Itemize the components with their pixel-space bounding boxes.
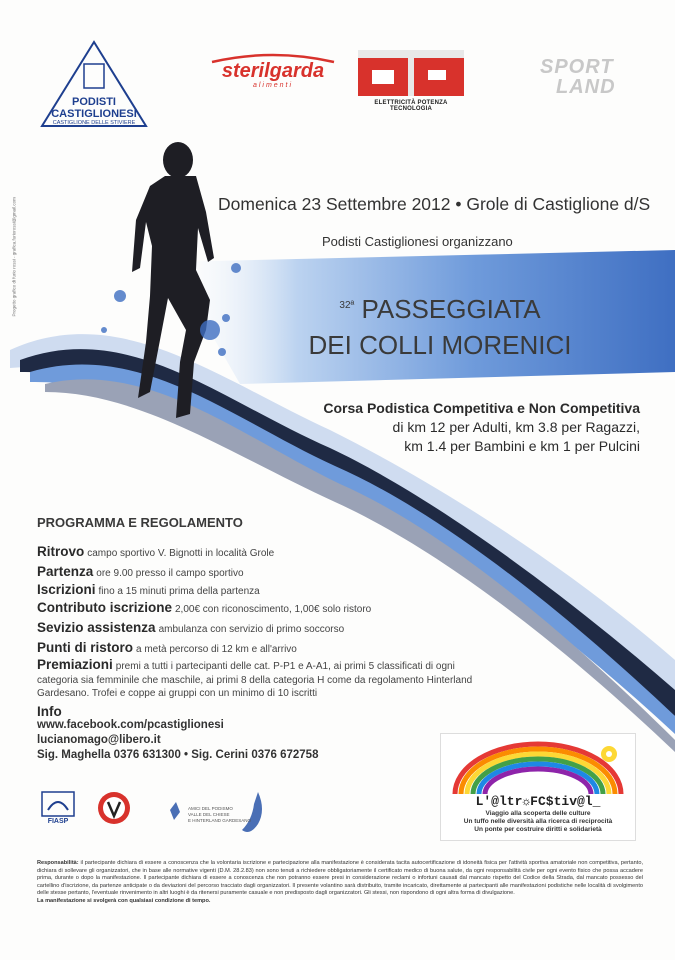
festival-logo [440, 733, 636, 841]
programma-label: Punti di ristoro [37, 640, 133, 655]
association-seal [96, 790, 132, 826]
event-title [290, 288, 590, 363]
programma-item [37, 544, 487, 559]
phone-numbers: Sig. Maghella 0376 631300 • Sig. Cerini 0376 672758 [37, 749, 319, 761]
programma-label: Iscrizioni [37, 582, 96, 597]
fiasp-logo [38, 790, 78, 826]
amici-podismo-logo [162, 790, 278, 840]
amici-line3: E HINTERLAND GARDESANO [188, 818, 252, 823]
sterilgarda-brand: sterilgarda [221, 60, 325, 82]
programma-label: Sevizio assistenza [37, 620, 156, 635]
programma-item [37, 620, 487, 635]
info-heading: Info [37, 704, 62, 719]
design-credit-text: Progetto grafico di furio rossi - grafica.furiorossi@gmail.com [11, 197, 17, 317]
sterilgarda-sub: alimenti [252, 82, 294, 89]
programma-item [37, 600, 487, 615]
gr-mark-icon [354, 48, 468, 100]
event-edition: 32ª [339, 300, 355, 311]
sportland-line2: LAND [556, 76, 616, 98]
info-contacts [37, 718, 318, 763]
rainbow-icon [441, 734, 635, 796]
event-organizer: Podisti Castiglionesi organizzano [322, 234, 513, 249]
programma-label: Premiazioni [37, 657, 113, 672]
amici-line2: VALLE DEL CHIESE [188, 812, 230, 817]
programma-text: a metà percorso di 12 km e all'arrivo [136, 644, 297, 655]
race-type: Corsa Podistica Competitiva e Non Competitiva [323, 400, 640, 416]
email-link[interactable]: lucianomago@libero.it [37, 734, 161, 746]
design-credit [6, 180, 16, 320]
legal-disclaimer [37, 860, 643, 906]
programma-text: ambulanza con servizio di primo soccorso [158, 624, 345, 635]
race-distances-2: km 1.4 per Bambini e km 1 per Pulcini [404, 438, 640, 454]
programma-label: Partenza [37, 564, 94, 579]
event-title-line2: DEI COLLI MORENICI [308, 330, 572, 360]
amici-line1: AMICI DEL PODISMO [188, 806, 233, 811]
festival-name: L'@ltr☼FC$tiv@l_ [475, 794, 601, 809]
event-title-line1: PASSEGGIATA [361, 294, 541, 324]
programma-item [37, 564, 487, 579]
fiasp-label: FIASP [47, 818, 69, 825]
programma-item [37, 582, 487, 597]
programma-item [37, 640, 487, 655]
programma-item [37, 658, 487, 701]
legal-label: Responsabilità: [37, 860, 79, 866]
programma-text: ore 9.00 presso il campo sportivo [96, 568, 244, 579]
podisti-logo [38, 38, 150, 130]
podisti-line2: CASTIGLIONESI [51, 108, 137, 120]
programma-text: fino a 15 minuti prima della partenza [98, 586, 260, 597]
sportland-line1: SPORT [540, 56, 614, 78]
legal-text: il partecipante dichiara di essere a conoscenza che la volontaria iscrizione e partecipazione alla manifestazione è considerata tacita autocertificazione di idoneità fisica per l'attività sportiva amatoriale non competitiva, pertanto, dichiara di sollevare gli organizzatori, che in base alle normative vigenti (D.M. 28.2.83) non sono tenuti a richiedere obbligatoriamente il certificato medico di buona salute, da ogni responsabilità civile per ogni evento fisico che possa accadere prima, durante o dopo la manifestazione. Il partecipante dichiara di essere a conoscenza che non potranno essere presi in considerazione reclami o infortuni causati dal mancato rispetto del Codice della Strada, dal mancato possesso del cartellino d'iscrizione, da partenze anticipate o da deviazioni del percorso tracciato dagli organizzatori. Il presente volantino sarà distribuito, tramite incaricato, direttamente ai partecipanti alle manifestazioni podistiche nelle località di svolgimento delle stesse pertanto, l'eventuale rinvenimento in altri luoghi è da ritenersi puramente casuale e non predisposto dagli organizzatori. Gli stessi, non rispondono di ogni altra forma di divulgazione. [37, 860, 643, 897]
festival-line3: Un ponte per costruire diritti e solidarietà [474, 826, 602, 833]
programma-text: 2,00€ con riconoscimento, 1,00€ solo ristoro [175, 604, 372, 615]
programma-heading: PROGRAMMA E REGOLAMENTO [37, 515, 243, 530]
race-info [300, 398, 640, 456]
festival-line1: Viaggio alla scoperta delle culture [485, 810, 591, 817]
programma-text: campo sportivo V. Bignotti in località Grole [87, 548, 275, 559]
podisti-sub: CASTIGLIONE DELLE STIVIERE [52, 120, 136, 126]
race-distances-1: di km 12 per Adulti, km 3.8 per Ragazzi, [392, 419, 640, 435]
gr-tagline: ELETTRICITÀ POTENZA TECNOLOGIA [374, 100, 448, 112]
festival-subtitle [441, 810, 635, 834]
event-date-place: Domenica 23 Settembre 2012 • Grole di Castiglione d/S [218, 194, 651, 214]
seal-icon [96, 790, 132, 826]
gr-logo [354, 48, 468, 112]
podisti-line1: PODISTI [71, 96, 116, 108]
fiasp-mark-icon [38, 790, 78, 820]
sterilgarda-logo [206, 52, 340, 100]
festival-line2: Un tuffo nelle diversità alla ricerca di reciprocità [463, 818, 613, 825]
programma-label: Ritrovo [37, 544, 85, 559]
facebook-link[interactable]: www.facebook.com/pcastiglionesi [37, 719, 224, 731]
legal-last-line: La manifestazione si svolgerà con qualsiasi condizione di tempo. [37, 897, 211, 904]
programma-text: premi a tutti i partecipanti delle cat. P-P1 e A-A1, ai primi 5 classificati di ogni categoria sia femminile che maschile, ai primi 8 della categoria H come da regolamento Hinterland Gardesano. Trofei e coppe ai gruppi con un minimo di 10 iscritti [37, 661, 473, 699]
sportland-logo [534, 56, 638, 104]
programma-label: Contributo iscrizione [37, 600, 172, 615]
